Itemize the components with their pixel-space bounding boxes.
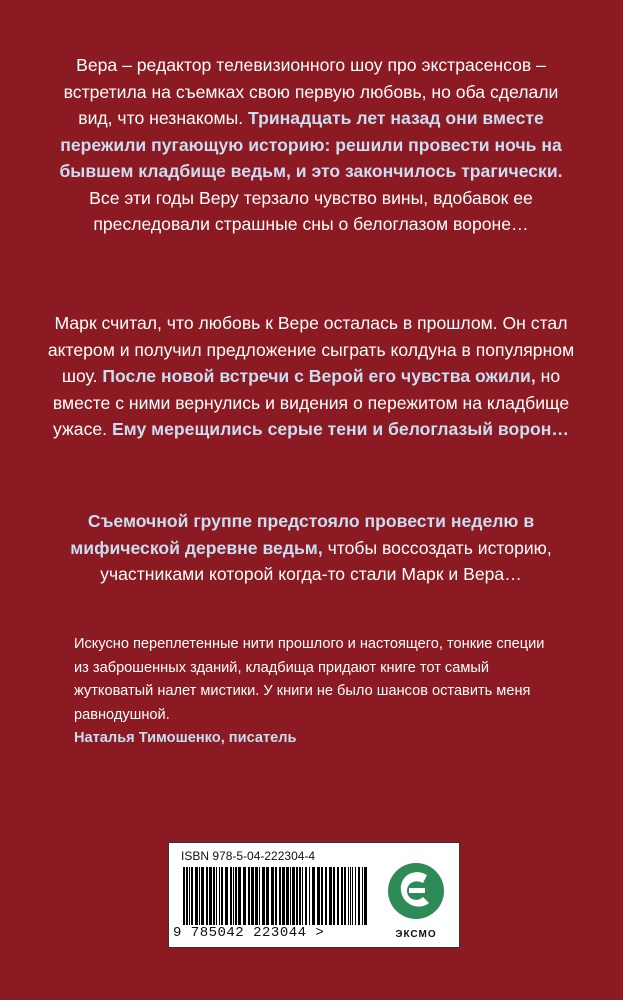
paragraph-3-text [46,508,576,588]
review-author: Наталья Тимошенко, писатель [74,730,297,747]
highlight-segment-2-2: После новой встречи с Верой его чувства ожили, [102,366,536,386]
highlight-segment-1-2: Тринадцать лет назад они вместе пережили пугающую историю: решили провести ночь на бывшем кладбище ведьм, и это закончилось трагически. [59,108,563,181]
text-segment-3-2: чтобы воссоздать историю, участниками которой когда-то стали Марк и Вера… [100,537,552,584]
highlight-segment-3-1: Съемочной группе предстояло провести неделю в мифической деревне ведьм, [70,511,535,558]
text-segment-1-3: Все эти годы Веру терзало чувство вины, вдобавок ее преследовали страшные сны о белоглазом вороне… [89,187,533,234]
barcode-icon [181,867,371,925]
blurb-paragraph-1 [46,52,576,238]
review-quote [74,633,554,751]
text-segment-2-3: но вместе с ними вернулись и видения о пережитом на кладбище ужасе. [52,366,570,439]
eksmo-logo-icon [383,853,449,937]
text-segment-2-1: Марк считал, что любовь к Вере осталась в прошлом. Он стал актером и получил предложение сыграть колдуна в популярном шоу. [47,313,575,386]
publisher-name: ЭКСМО [395,929,437,940]
blurb-paragraph-2 [46,310,576,443]
text-segment-1-1: Вера – редактор телевизионного шоу про экстрасенсов – встретила на съемках свою первую любовь, но оба сделали вид, что незнакомы. [63,55,559,128]
barcode-digits: 9 785042 223044 > [173,925,325,941]
highlight-segment-2-4: Ему мерещились серые тени и белоглазый ворон… [111,419,569,439]
blurb-paragraph-3 [46,508,576,588]
paragraph-2-text [46,310,576,443]
isbn-label: ISBN 978-5-04-222304-4 [181,849,316,863]
review-text: Искусно переплетенные нити прошлого и настоящего, тонкие специи из заброшенных зданий, кладбища придают книге тот самый жутковатый налет мистики. У книги не было шансов оставить меня равнодушной. [74,636,545,723]
paragraph-1-text [46,52,576,238]
isbn-barcode-box [168,842,460,948]
